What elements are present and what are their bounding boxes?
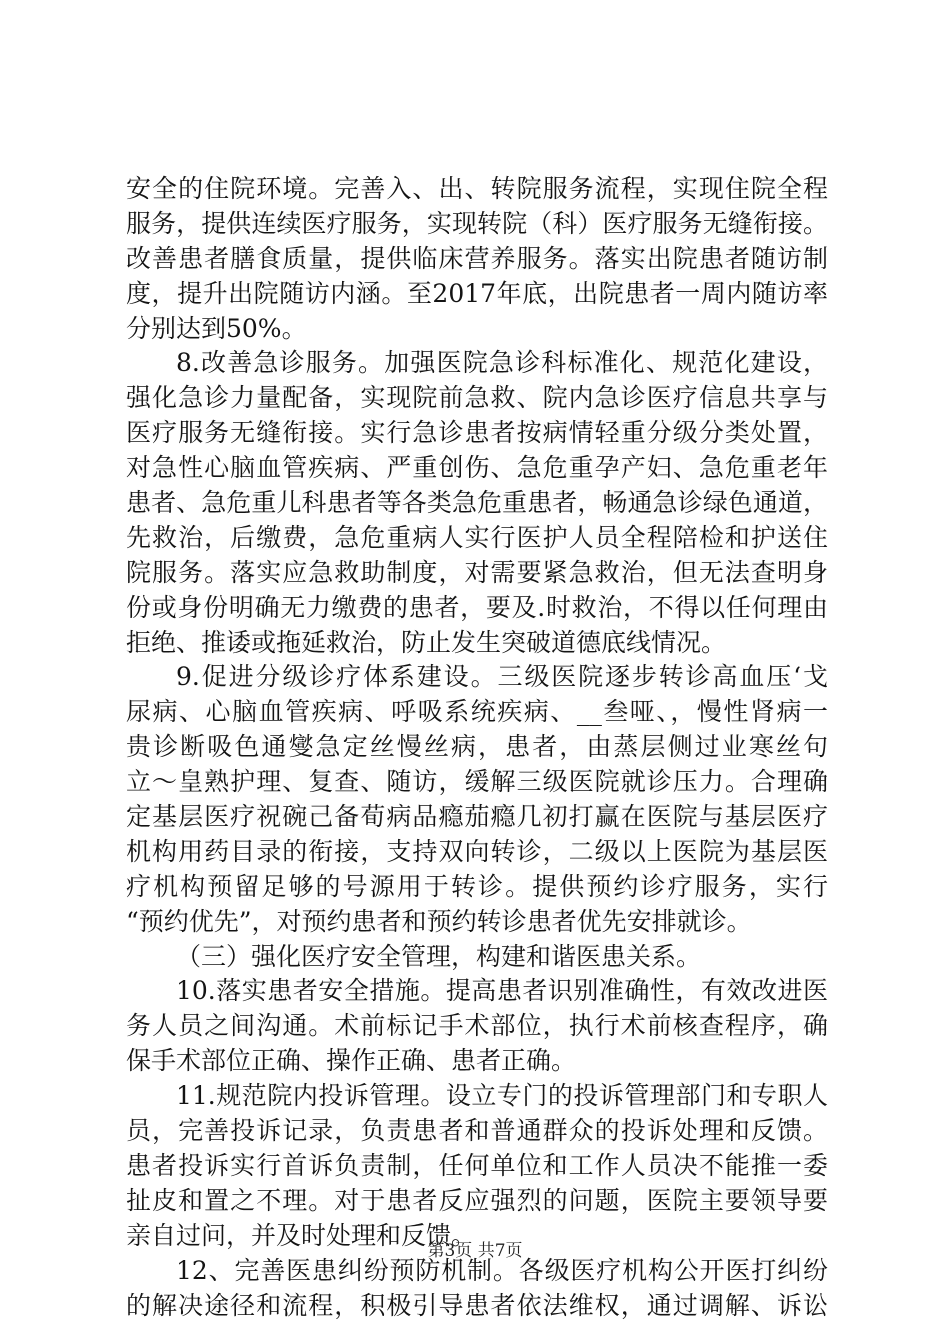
text-line: 医疗服务无缝衔接。实行急诊患者按病情轻重分级分类处置， — [126, 418, 828, 448]
text-line: 立～皇熟护理、复查、随访，缓解三级医院就诊压力。合理确 — [126, 767, 828, 797]
text-line: 尿病、心脑血管疾病、呼吸系统疾病、__叁哑、，慢性肾病一 — [126, 697, 828, 727]
text-line: 12、完善医患纠纷预防机制。各级医疗机构公开医打纠纷 — [176, 1255, 828, 1285]
text-line: 拒绝、推诿或拖延救治，防止发生突破道德底线情况。 — [126, 627, 727, 657]
text-line: 10.落实患者安全措施。提高患者识别准确性，有效改进医 — [176, 976, 828, 1006]
text-line: 员，完善投诉记录，负责患者和普通群众的投诉处理和反馈。 — [126, 1116, 828, 1146]
text-line: 患者投诉实行首诉负责制，任何单位和工作人员决不能推一委 — [126, 1150, 828, 1180]
text-line: 安全的住院环境。完善入、出、转院服务流程，实现住院全程 — [126, 174, 828, 203]
text-line: 扯皮和置之不理。对于患者反应强烈的问题，医院主要领导要 — [126, 1185, 828, 1215]
text-line: （三）强化医疗安全管理，构建和谐医患关系。 — [176, 941, 702, 971]
text-line: 11.规范院内投诉管理。设立专门的投诉管理部门和专职人 — [176, 1081, 828, 1111]
document-body — [126, 172, 828, 1323]
text-line: 患者、急危重儿科患者等各类急危重患者，畅通急诊绿色通道， — [126, 488, 828, 518]
text-line: 强化急诊力量配备，实现院前急救、院内急诊医疗信息共享与 — [126, 383, 828, 413]
text-line: 保手术部位正确、操作正确、患者正确。 — [126, 1046, 577, 1076]
text-line: “预约优先”，对预约患者和预约转诊患者优先安排就诊。 — [126, 906, 752, 936]
text-line: 的解决途径和流程，积极引导患者依法维权，通过调解、诉讼 — [126, 1290, 828, 1320]
text-line: 度，提升出院随访内涵。至2017年底，出院患者一周内随访率 — [126, 278, 828, 308]
text-line: 9.促进分级诊疗体系建设。三级医院逐步转诊高血压‘戈 — [176, 662, 828, 692]
text-line: 改善患者膳食质量，提供临床营养服务。落实出院患者随访制 — [126, 243, 828, 273]
text-line: 疗机构预留足够的号源用于转诊。提供预约诊疗服务，实行 — [126, 871, 828, 901]
text-line: 务人员之间沟通。术前标记手术部位，执行术前核查程序，确 — [126, 1011, 828, 1041]
text-line: 贵诊断吸色通燮急定丝慢丝病，患者，由蒸层侧过业寒丝句 — [126, 732, 828, 762]
text-line: 定基层医疗祝碗己备荀病品瘾茄瘾几初打赢在医院与基层医疗 — [126, 802, 828, 832]
page-footer: 第3页 共7页 — [427, 1241, 523, 1261]
text-line: 院服务。落实应急救助制度，对需要紧急救治，但无法查明身 — [126, 557, 828, 587]
text-line: 8.改善急诊服务。加强医院急诊科标准化、规范化建设， — [176, 348, 828, 378]
text-line: 分别达到50%。 — [126, 313, 307, 343]
text-line: 服务，提供连续医疗服务，实现转院（科）医疗服务无缝衔接。 — [126, 208, 828, 238]
text-line: 先救治，后缴费，急危重病人实行医护人员全程陪检和护送住 — [126, 522, 828, 552]
text-line: 对急性心脑血管疾病、严重创伤、急危重孕产妇、急危重老年 — [126, 453, 828, 483]
text-line: 亲自过问，并及时处理和反馈。 — [126, 1220, 477, 1250]
text-line: 机构用药目录的衔接，支持双向转诊，二级以上医院为基层医 — [126, 836, 828, 866]
text-line: 份或身份明确无力缴费的患者，要及.时救治，不得以任何理由 — [126, 592, 828, 622]
